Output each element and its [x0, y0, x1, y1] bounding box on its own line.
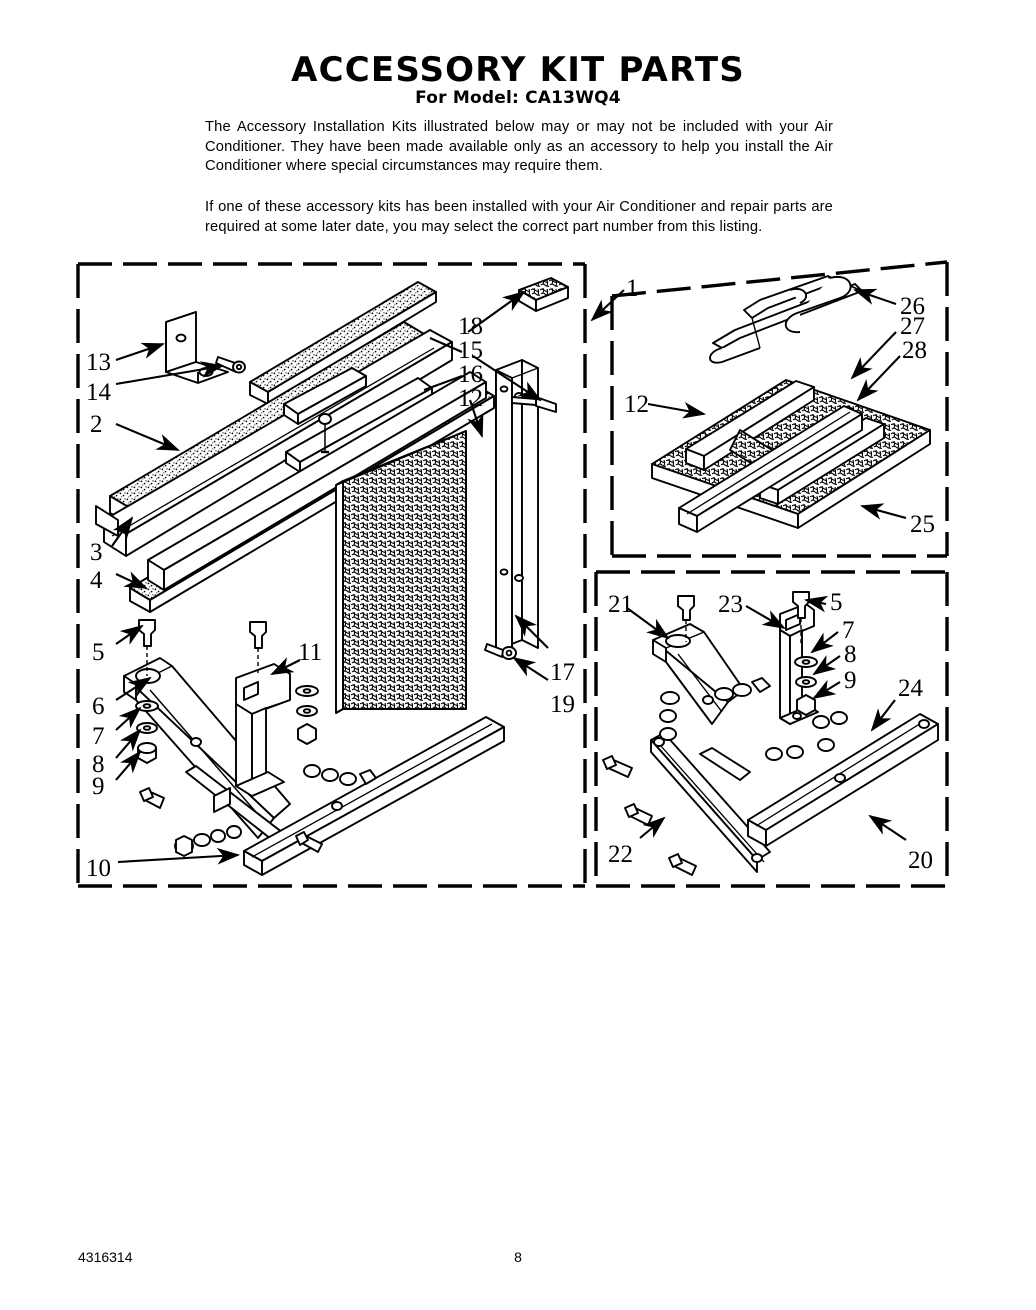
leader-21 — [627, 608, 668, 638]
leader-26 — [855, 290, 896, 304]
intro-paragraph-1: The Accessory Installation Kits illustrated below may or may not be included with your Air Conditioner. They have been made available only as an accessory to help you install the Air Conditioner where special circumstances may require them. — [205, 119, 833, 174]
callout-12-right: 12 — [624, 391, 649, 418]
callout-7: 7 — [92, 723, 105, 750]
leader-7-right — [812, 632, 838, 652]
part-18-block — [519, 278, 568, 311]
callout-11: 11 — [298, 639, 323, 666]
callout-18: 18 — [458, 313, 483, 340]
callout-20: 20 — [908, 847, 933, 874]
fastener-stack-mid — [296, 686, 318, 744]
callout-6: 6 — [92, 693, 105, 720]
leader-10 — [118, 855, 238, 862]
leader-19 — [514, 658, 548, 680]
callout-4: 4 — [90, 567, 103, 594]
callout-13: 13 — [86, 349, 111, 376]
leader-8-left — [116, 730, 140, 758]
callout-1: 1 — [626, 275, 639, 302]
callout-27: 27 — [900, 313, 925, 340]
callout-16: 16 — [458, 361, 483, 388]
part-11-bracket — [236, 664, 290, 796]
part-25-base-assembly — [652, 380, 930, 532]
fastener-stack-right — [795, 657, 817, 715]
callout-26: 26 — [900, 293, 925, 320]
footer-part-number: 4316314 — [78, 1249, 133, 1265]
page-title: ACCESSORY KIT PARTS — [291, 50, 745, 90]
bottom-right-panel-drawing — [603, 592, 938, 875]
leader-9-right — [814, 682, 840, 698]
callout-17: 17 — [550, 659, 575, 686]
callout-5-right: 5 — [830, 589, 843, 616]
callout-14: 14 — [86, 379, 111, 406]
leader-5-left — [116, 626, 142, 644]
leader-8-right — [814, 656, 840, 674]
top-right-panel-drawing — [652, 276, 930, 532]
callout-22: 22 — [608, 841, 633, 868]
leader-20 — [870, 816, 906, 840]
callout-12-left: 12 — [458, 385, 483, 412]
callout-8-right: 8 — [844, 641, 857, 668]
callout-19: 19 — [550, 691, 575, 718]
leader-2 — [116, 424, 178, 450]
callout-7-right: 7 — [842, 617, 855, 644]
callout-28: 28 — [902, 337, 927, 364]
leader-28 — [858, 356, 900, 400]
callout-23: 23 — [718, 591, 743, 618]
part-24-long-rail — [748, 714, 938, 846]
leader-27 — [852, 332, 896, 378]
part-26-seal-strip — [710, 276, 862, 363]
leader-25 — [862, 506, 906, 518]
callout-25: 25 — [910, 511, 935, 538]
callout-3: 3 — [90, 539, 103, 566]
callout-8: 8 — [92, 751, 105, 778]
part-13-angle-bracket — [166, 312, 228, 383]
fastener-screw-lower-left — [140, 788, 164, 808]
left-panel-drawing — [96, 278, 568, 875]
footer-page-number: 8 — [514, 1249, 522, 1265]
callout-9-right: 9 — [844, 667, 857, 694]
leader-9-left — [116, 752, 140, 780]
leader-13 — [116, 344, 163, 360]
leader-12-right — [648, 404, 704, 414]
callout-24: 24 — [898, 675, 923, 702]
callout-21: 21 — [608, 591, 633, 618]
callout-9: 9 — [92, 773, 105, 800]
callout-2: 2 — [90, 411, 103, 438]
model-subtitle: For Model: CA13WQ4 — [415, 88, 621, 108]
callout-10: 10 — [86, 855, 111, 882]
fastener-row-right-mid — [304, 765, 376, 785]
intro-paragraph-2: If one of these accessory kits has been installed with your Air Conditioner and repair parts are required at some later date, you may select the correct part number from this listing. — [205, 199, 833, 235]
callout-5: 5 — [92, 639, 105, 666]
leader-23 — [746, 606, 784, 628]
leader-24 — [872, 700, 895, 730]
leader-1 — [592, 290, 624, 320]
callout-15: 15 — [458, 337, 483, 364]
top-right-panel-border-top — [612, 262, 947, 296]
